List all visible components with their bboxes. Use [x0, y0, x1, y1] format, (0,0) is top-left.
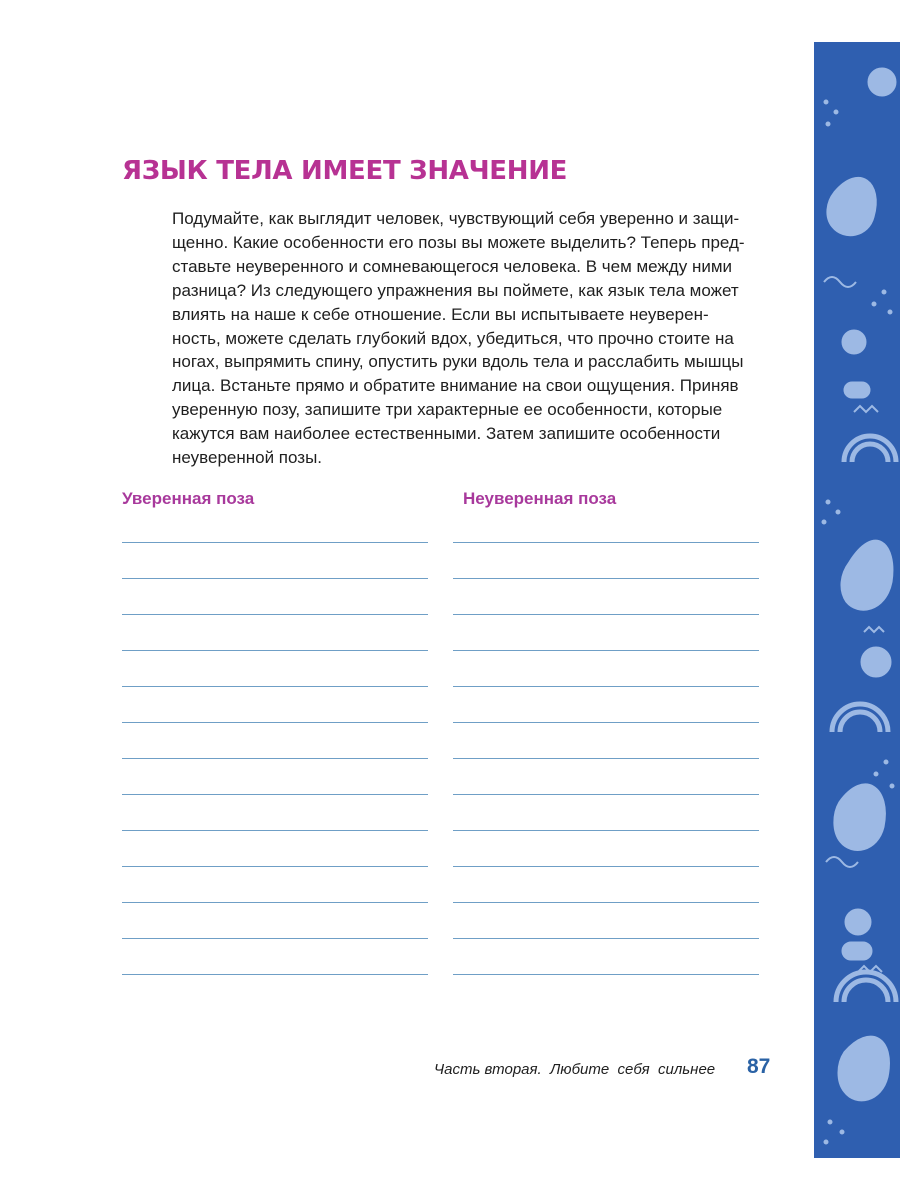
page-title: ЯЗЫК ТЕЛА ИМЕЕТ ЗНАЧЕНИЕ: [122, 156, 568, 186]
writing-line: [453, 974, 759, 975]
writing-line: [122, 938, 428, 939]
writing-line: [122, 866, 428, 867]
body-line: Подумайте, как выглядит человек, чувствующий себя уверенно и защи-: [172, 209, 740, 228]
writing-line: [453, 758, 759, 759]
body-line: разница? Из следующего упражнения вы поймете, как язык тела может: [172, 280, 739, 300]
writing-line: [122, 578, 428, 579]
running-footer-title: Часть вторая. Любите себя сильнее: [434, 1061, 716, 1078]
writing-line: [453, 830, 759, 831]
page-number: 87: [747, 1055, 771, 1078]
body-line: кажутся вам наиболее естественными. Затем запишите особенности: [172, 424, 721, 444]
writing-line: [122, 794, 428, 795]
body-line: лица. Встаньте прямо и обратите внимание на свои ощущения. Приняв: [172, 376, 739, 396]
writing-line: [122, 722, 428, 723]
body-line: щенно. Какие особенности его позы вы можете выделить? Теперь пред-: [172, 232, 745, 252]
body-line: ставьте неуверенного и сомневающегося человека. В чем между ними: [172, 256, 733, 276]
body-line: ногах, выпрямить спину, опустить руки вдоль тела и расслабить мышцы: [172, 352, 744, 372]
writing-line: [122, 902, 428, 903]
writing-line: [122, 614, 428, 615]
writing-line: [453, 578, 759, 579]
writing-line: [453, 542, 759, 543]
insecure-pose-heading: Неуверенная поза: [463, 489, 617, 508]
writing-line: [453, 866, 759, 867]
confident-pose-heading: Уверенная поза: [122, 489, 255, 508]
writing-line: [453, 686, 759, 687]
writing-line: [453, 794, 759, 795]
writing-line: [453, 722, 759, 723]
writing-line: [453, 650, 759, 651]
writing-line: [453, 938, 759, 939]
writing-line: [122, 650, 428, 651]
body-line: ность, можете сделать глубокий вдох, убедиться, что прочно стоите на: [172, 328, 734, 348]
writing-line: [122, 758, 428, 759]
body-text: [172, 207, 772, 470]
writing-line: [122, 974, 428, 975]
writing-line: [453, 614, 759, 615]
body-line: уверенную позу, запишите три характерные ее особенности, которые: [172, 400, 723, 420]
body-line: влиять на наше к себе отношение. Если вы испытываете неуверен-: [172, 304, 709, 324]
writing-line: [122, 542, 428, 543]
decorative-side-band: [814, 42, 900, 1158]
writing-line: [122, 686, 428, 687]
body-line: неуверенной позы.: [172, 448, 323, 468]
pattern-illustration: [814, 42, 900, 1158]
writing-line: [122, 830, 428, 831]
writing-line: [453, 902, 759, 903]
